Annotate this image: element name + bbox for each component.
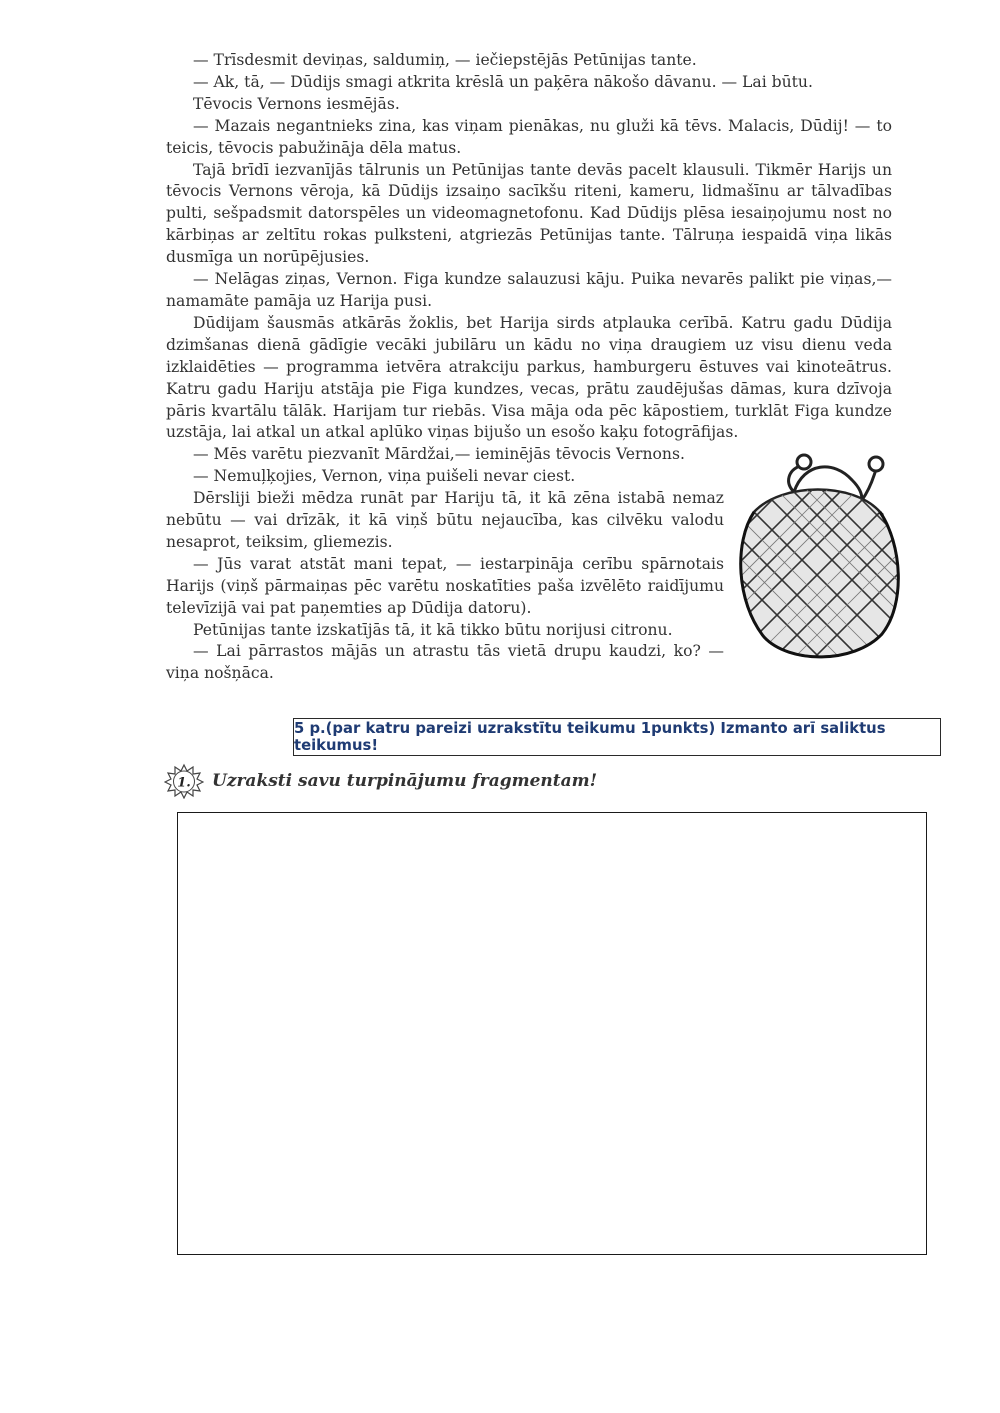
scoring-note: 5 p.(par katru pareizi uzrakstītu teikumu 1punkts) Izmanto arī saliktus teikumus!: [293, 718, 941, 756]
story-paragraph: Tajā brīdī iezvanījās tālrunis un Petūnijas tante devās pacelt klausuli. Tikmēr Harijs un tēvocis Vernons vēroja, kā Dūdijs izsaiņo sacīkšu riteni, kameru, lidmašīnu ar tālvadības pulti, sešpadsmit datorspēles un videomagnetofonu. Kad Dūdijs plēsa iesaiņojumu nost no kārbiņas ar zeltītu rokas pulksteni, atgriezās Petūnijas tante. Tālruņa iespaidā viņa likās dusmīga un norūpējusies.: [166, 160, 892, 267]
story-paragraph: — Nemuļķojies, Vernon, viņa puišeli nevar ciest.: [193, 467, 576, 486]
task-heading: [164, 763, 597, 799]
story-paragraph: — Mazais negantnieks zina, kas viņam pienākas, nu gluži kā tēvs. Malacis, Dūdij! — to teicis, tēvocis pabužināja dēla matus.: [166, 116, 892, 157]
story-paragraph: — Ak, tā, — Dūdijs smagi atkrita krēslā un paķēra nākošo dāvanu. — Lai būtu.: [193, 72, 813, 91]
task-title: Uzraksti savu turpinājumu fragmentam!: [212, 771, 598, 791]
story-paragraph: Tēvocis Vernons iesmējās.: [193, 94, 400, 113]
story-paragraph: Dērsliji bieži mēdza runāt par Hariju tā, it kā zēna istabā nemaz nebūtu — vai drīzāk, it kā viņš būtu nejaucība, kas cilvēku valodu nesaprot, teiksim, gliemezis.: [166, 489, 724, 551]
coin-purse-icon: [734, 452, 900, 662]
story-paragraph: Dūdijam šausmās atkārās žoklis, bet Harija sirds atplauka cerībā. Katru gadu Dūdija dzimšanas dienā gādīgie vecāki jubilāru un kādu no viņa draugiem uz visu dienu veda izklaidēties — programma ietvēra atrakciju parkus, hamburgeru ēstuves vai kinoteātrus. Katru gadu Hariju atstāja pie Figa kundzes, vecas, prātu zaudējušas dāmas, kura dzīvoja pāris kvartālu tālāk. Harijam tur riebās. Visa māja oda pēc kāpostiem, turklāt Figa kundze uzstāja, lai atkal un atkal aplūko viņas bijušo un esošo kaķu fotogrāfijas.: [166, 313, 892, 442]
story-paragraph: — Nelāgas ziņas, Vernon. Figa kundze salauzusi kāju. Puika nevarēs palikt pie viņas,— namamāte pamāja uz Harija pusi.: [166, 270, 892, 310]
story-paragraph: — Mēs varētu piezvanīt Mārdžai,— ieminējās tēvocis Vernons.: [193, 445, 685, 464]
task-number: 1.: [177, 775, 191, 791]
story-paragraph: — Jūs varat atstāt mani tepat, — iestarpināja cerību spārnotais Harijs (viņš pārmaiņas pēc varētu noskatīties paša izvēlēto raidījumu televīzijā vai pat paņemties ap Dūdija datoru).: [166, 554, 724, 617]
story-paragraph: — Trīsdesmit deviņas, saldumiņ, — iečiepstējās Petūnijas tante.: [193, 51, 697, 69]
burst-badge-icon: [164, 763, 204, 799]
answer-box[interactable]: [177, 812, 927, 1255]
task-number-badge: [164, 763, 204, 799]
story-paragraph: Petūnijas tante izskatījās tā, it kā tikko būtu norijusi citronu.: [193, 620, 673, 639]
story-paragraph: — Lai pārrastos mājās un atrastu tās vietā drupu kaudzi, ko? — viņa nošņāca.: [166, 642, 724, 683]
